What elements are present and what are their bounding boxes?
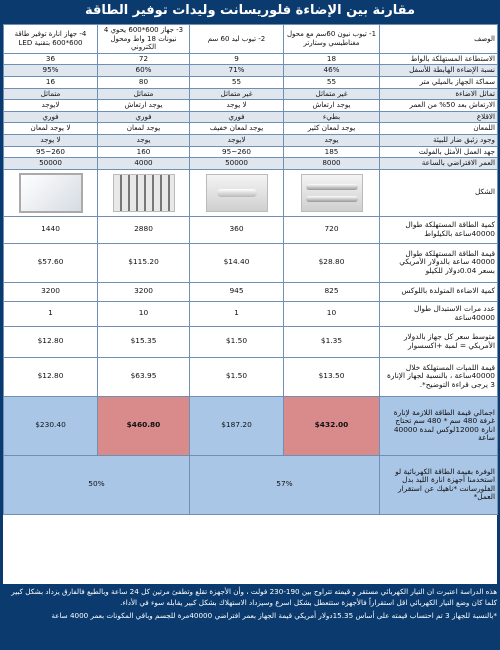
led-panel-picture [19, 173, 83, 213]
table-row: قيمة اللمبات المستهلكة خلال 40000ساعة ، بالنسبة لجهاز الإنارة 3 يرجى قراءة التوضيح*. $13.50 $1.50 $63.95 $12.80 [4, 357, 498, 396]
table-row: جهد العمل الأمثل بالفولت 185 260~95 160 260~95 [4, 146, 498, 158]
saving-label: الوفرة بقيمة الطاقة الكهربائية لو استخدمنا أجهزة انارة الليد بدل الفلورسانت *ناهيك عن استقرار العمل* [380, 455, 498, 514]
total-led-panel: $230.40 [4, 396, 98, 455]
col-header-neon-tube: 1- تيوب نيون 60سم مع محول مغناطيسي وستارتر [284, 25, 380, 54]
table-row: الاستطاعة المستهلكة بالواط 18 9 72 36 [4, 53, 498, 65]
total-label: اجمالي قيمة الطاقة اللازمة لإنارة غرفة 480 سم * 480 سم تحتاج انارة 12000لوكس لمدة 40000 ساعة [380, 396, 498, 455]
table-row: سماكة الجهاز بالميلي متر 55 55 80 16 [4, 76, 498, 88]
saving-row [4, 455, 498, 514]
footer-note: هذه الدراسة اعتبرت ان التيار الكهربائي مستقر و قيمته تتراوح بين 190-230 فولت ، وأن الأجهزة تقلع وتطفئ مرتين كل 24 ساعة وبالطبع فالفارق يزداد بشكل كبير كلما كان وضع التيار الكهربائي اقل استقراراً فالأجهزة ستتعطل بشكل اسرع وسيزداد الاستهلاك بشكل كبير يقابله سوء في الأداء. [11, 587, 497, 607]
col-header-led-panel: 4- جهاز انارة توفير طاقة 600*600 بتقنية LED [4, 25, 98, 54]
total-neon-tube: $432.00 [284, 396, 380, 455]
tube-image [301, 174, 363, 212]
shape-row [4, 169, 498, 216]
led-tube-picture [206, 174, 268, 212]
total-neon-panel: $460.80 [98, 396, 190, 455]
col-header-description: الوصف [380, 25, 498, 54]
neon-panel-image [98, 169, 190, 216]
table-row: كمية الاضاءة المتولدة باللوكس 825 945 3200 3200 [4, 282, 498, 301]
page-title: مقارنة بين الإضاءة فلوريسانت وليدات توفير الطاقة [0, 0, 500, 22]
footer-notes [3, 586, 497, 648]
footer-note: *بالنسبة للجهاز 3 تم احتساب قيمته على أساس 15.35دولار أمريكي قيمة الجهاز بعمر افتراضي 40000مرة للجسم وباقي المكونات بعمر 4000 ساعة [51, 611, 497, 620]
table-row: قيمة الطاقة المستهلكة طوال 40000 ساعة بالدولار الأمريكي بسعر 0.04دولار للكيلو $28.80 $14.40 $115.20 $57.60 [4, 243, 498, 282]
saving-panels: 50% [4, 455, 190, 514]
table-row: الارتعاش بعد 50% من العمر يوجد ارتعاش لا يوجد يوجد ارتعاش لايوجد [4, 100, 498, 112]
led-tube-image [190, 169, 284, 216]
table-row: عدد مرات الاستبدال طوال 40000ساعة 10 1 10 1 [4, 301, 498, 326]
total-row [4, 396, 498, 455]
neon-tube-image [284, 169, 380, 216]
led-panel-image [4, 169, 98, 216]
table-row: الاقلاع بطيء فوري فوري فوري [4, 111, 498, 123]
header-row [4, 25, 498, 54]
table-row: نسبة الإضاءة الهابطة للأسفل 46% 71% 60% 95% [4, 65, 498, 77]
table-row: متوسط سعر كل جهاز بالدولار الأمريكي = لمبة +اكسسوار $1.35 $1.50 $15.35 $12.80 [4, 326, 498, 357]
table-row: وجود زئبق ضار للبيئة يوجد لايوجد يوجد لا يوجد [4, 134, 498, 146]
table-row: كمية الطاقة المستهلكة طوال 40000ساعة بالكيلواط 720 360 2880 1440 [4, 216, 498, 243]
total-led-tube: $187.20 [190, 396, 284, 455]
table-row: العمر الافتراضي بالساعة 8000 50000 4000 50000 [4, 158, 498, 170]
table-row: اللمعان يوجد لمعان كثير يوجد لمعان خفيف يوجد لمعان لا يوجد لمعان [4, 123, 498, 135]
saving-tubes: 57% [190, 455, 380, 514]
col-header-led-tube: 2- تيوب ليد 60 سم [190, 25, 284, 54]
col-header-neon-panel: 3- جهاز 600*600 يحوي 4 نيونات 18 واط ومحول الكتروني [98, 25, 190, 54]
table-row: تماثل الاضاءة غير متماثل غير متماثل متماثل متماثل [4, 88, 498, 100]
comparison-table [3, 24, 497, 584]
grid-fixture-picture [113, 174, 175, 212]
shape-label: الشكل [380, 169, 498, 216]
